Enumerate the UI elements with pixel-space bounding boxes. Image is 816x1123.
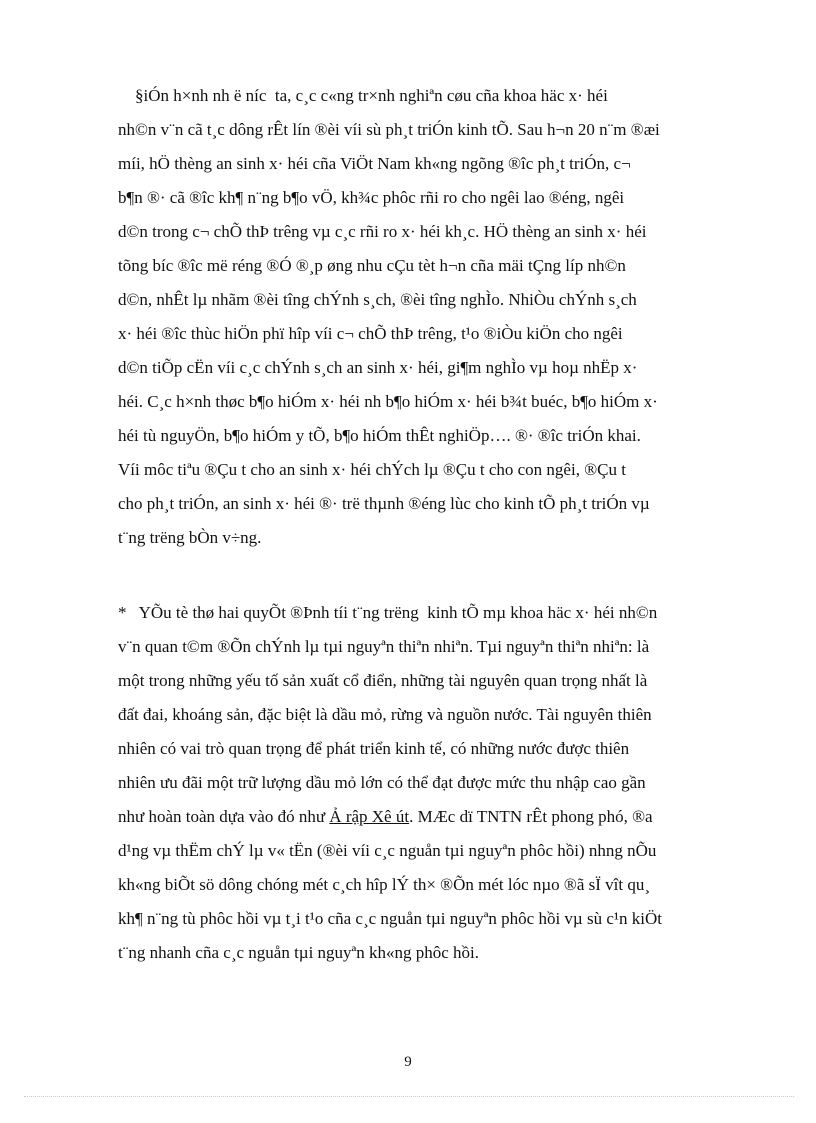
text-line: v¨n quan t©m ®Õn chÝnh lµ tµi nguyªn thiªn nhiªn. Tµi nguyªn thiªn nhiªn: là: [118, 637, 650, 656]
text-line: t¨ng nhanh cña c¸c nguån tµi nguyªn kh«ng phôc hồi.: [118, 943, 480, 962]
text-line: tõng bíc ®îc më réng ®Ó ®¸p øng nhu cÇu tèt h¬n cña mäi tÇng líp nh©n: [118, 256, 626, 275]
footer-divider: [24, 1096, 794, 1097]
paragraph-natural-resources: [118, 596, 758, 970]
text-line: §iÓn h×nh nh ë níc ta, c¸c c«ng tr×nh nghiªn cøu cña khoa häc x· héi: [118, 86, 608, 105]
text-segment: như hoàn toàn dựa vào đó như: [118, 807, 330, 826]
text-line: một trong những yếu tố sản xuất cổ điển, những tài nguyên quan trọng nhất là: [118, 671, 648, 690]
text-line: nhiên có vai trò quan trọng để phát triển kinh tế, có những nước được thiên: [118, 739, 630, 758]
text-line-with-link: [118, 800, 758, 834]
text-line: míi, hÖ thèng an sinh x· héi cña ViÖt Nam kh«ng ngõng ®îc ph¸t triÓn, c¬: [118, 154, 631, 173]
text-line: héi tù nguyÖn, b¶o hiÓm y tÕ, b¶o hiÓm thÊt nghiÖp…. ®· ®îc triÓn khai.: [118, 426, 641, 445]
text-line: d¹ng vµ thËm chÝ lµ v« tËn (®èi víi c¸c nguån tµi nguyªn phôc hồi) nhng nÕu: [118, 841, 657, 860]
page-number: 9: [404, 1054, 412, 1070]
text-line: nh©n v¨n cã t¸c dông rÊt lín ®èi víi sù ph¸t triÓn kinh tÕ. Sau h¬n 20 n¨m ®æi: [118, 120, 660, 139]
text-line: b¶n ®· cã ®îc kh¶ n¨ng b¶o vÖ, kh¾c phôc rñi ro cho ngêi lao ®éng, ngêi: [118, 188, 625, 207]
text-line: héi. C¸c h×nh thøc b¶o hiÓm x· héi nh b¶o hiÓm x· héi b¾t buéc, b¶o hiÓm x·: [118, 392, 658, 411]
text-line: cho ph¸t triÓn, an sinh x· héi ®· trë thµnh ®éng lùc cho kinh tÕ ph¸t triÓn vµ: [118, 494, 650, 513]
text-line: nhiên ưu đãi một trữ lượng dầu mỏ lớn có thể đạt được mức thu nhập cao gần: [118, 773, 646, 792]
paragraph-social-security: [118, 79, 758, 555]
text-line: t¨ng trëng bÒn v÷ng.: [118, 528, 262, 547]
text-line: Víi môc tiªu ®Çu t cho an sinh x· héi chÝch lµ ®Çu t cho con ngêi, ®Çu t: [118, 460, 626, 479]
text-line: d©n, nhÊt lµ nhãm ®èi tîng chÝnh s¸ch, ®èi tîng nghÌo. NhiÒu chÝnh s¸ch: [118, 290, 637, 309]
text-line: kh«ng biÕt sö dông chóng mét c¸ch hîp lÝ th× ®Õn mét lóc nµo ®ã sÏ vît qu¸: [118, 875, 651, 894]
text-segment: . MÆc dï TNTN rÊt phong phó, ®a: [409, 807, 653, 826]
text-line: d©n trong c¬ chÕ thÞ trêng vµ c¸c rñi ro x· héi kh¸c. HÖ thèng an sinh x· héi: [118, 222, 647, 241]
text-line: d©n tiÕp cËn víi c¸c chÝnh s¸ch an sinh x· héi, gi¶m nghÌo vµ hoµ nhËp x·: [118, 358, 638, 377]
text-line: x· héi ®îc thùc hiÖn phï hîp víi c¬ chÕ thÞ trêng, t¹o ®iÒu kiÖn cho ngêi: [118, 324, 623, 343]
text-line: kh¶ n¨ng tù phôc hồi vµ t¸i t¹o cña c¸c nguån tµi nguyªn phôc hồi vµ sù c¹n kiÖt: [118, 909, 662, 928]
text-line: * YÕu tè thø hai quyÕt ®Þnh tíi t¨ng trëng kinh tÕ mµ khoa häc x· héi nh©n: [118, 603, 658, 622]
text-line: đất đai, khoáng sản, đặc biệt là dầu mỏ, rừng và nguồn nước. Tài nguyên thiên: [118, 705, 652, 724]
saudi-arabia-link[interactable]: Ả rập Xê út: [329, 807, 410, 826]
